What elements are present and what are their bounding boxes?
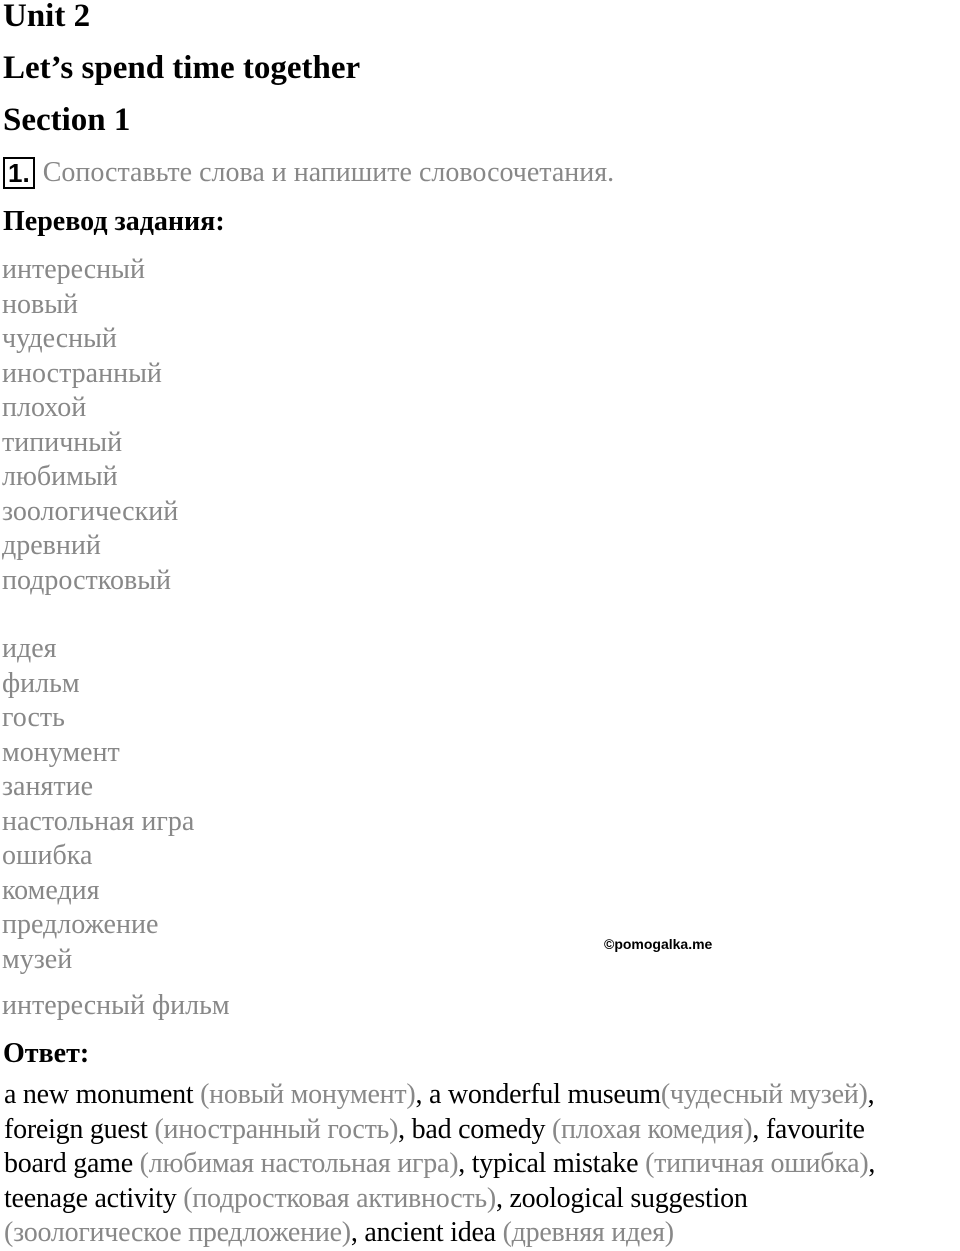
list-item: музей [2,943,73,975]
list-item: идея [2,633,57,664]
answer-text [4,1078,960,1251]
list-item: зоологический [2,495,179,527]
answer-translation: (плохая комедия) [551,1113,753,1145]
list-item: предложение [2,909,159,940]
answer-line [4,1182,960,1217]
unit-title: Unit 2 [3,0,91,34]
translation-heading: Перевод задания: [3,206,225,237]
list-item: гость [2,702,65,733]
noun-list [2,632,194,977]
answer-translation: (иностранный гость) [154,1113,399,1145]
list-item: любимый [2,461,118,492]
list-item: чудесный [2,323,117,354]
answer-line [4,1078,960,1113]
answer-phrase: , a wonderful museum [415,1079,661,1110]
list-item: ошибка [2,840,93,871]
answer-phrase: teenage activity [4,1182,184,1214]
answer-translation: (любимая настольная игра) [139,1148,459,1179]
list-item: монумент [2,736,120,768]
example-phrase: интересный фильм [2,990,230,1021]
list-item: иностранный [2,357,162,389]
answer-line [4,1113,960,1148]
list-item: интересный [2,254,145,285]
task-number-box: 1. [3,157,35,189]
answer-translation: (чудесный музей) [660,1079,868,1110]
list-item: занятие [2,771,93,802]
answer-translation: (типичная ошибка) [645,1148,869,1179]
answer-phrase: board game [4,1148,140,1179]
list-item: плохой [2,392,87,423]
answer-line [4,1147,960,1182]
list-item: настольная игра [2,805,195,837]
answer-phrase: , zoological suggestion [495,1182,748,1214]
answer-translation: (подростковая активность) [183,1182,496,1214]
answer-line [4,1216,960,1251]
answer-phrase: , typical mistake [458,1148,646,1179]
list-item: новый [2,288,79,320]
list-item: подростковый [2,564,171,596]
answer-translation: (зоологическое предложение) [4,1217,351,1248]
answer-phrase: a new monument [4,1079,201,1110]
answer-phrase: foreign guest [4,1113,155,1145]
answer-phrase: , bad comedy [398,1113,552,1145]
task-instruction-line [3,155,614,191]
answer-heading: Ответ: [3,1038,90,1069]
list-item: фильм [2,667,80,699]
unit-subtitle: Let’s spend time together [3,50,361,86]
answer-phrase: , [868,1148,876,1179]
answer-phrase: , [867,1079,875,1110]
answer-translation: (древняя идея) [502,1217,674,1248]
adjective-list [2,253,178,598]
task-instruction: Сопоставьте слова и напишите словосочетания. [42,157,615,188]
answer-phrase: , ancient idea [350,1217,503,1248]
section-title: Section 1 [3,102,131,138]
list-item: комедия [2,874,100,906]
list-item: типичный [2,426,123,458]
watermark: ©pomogalka.me [604,936,713,952]
answer-phrase: , favourite [752,1113,865,1145]
answer-translation: (новый монумент) [200,1079,416,1110]
list-item: древний [2,530,101,561]
